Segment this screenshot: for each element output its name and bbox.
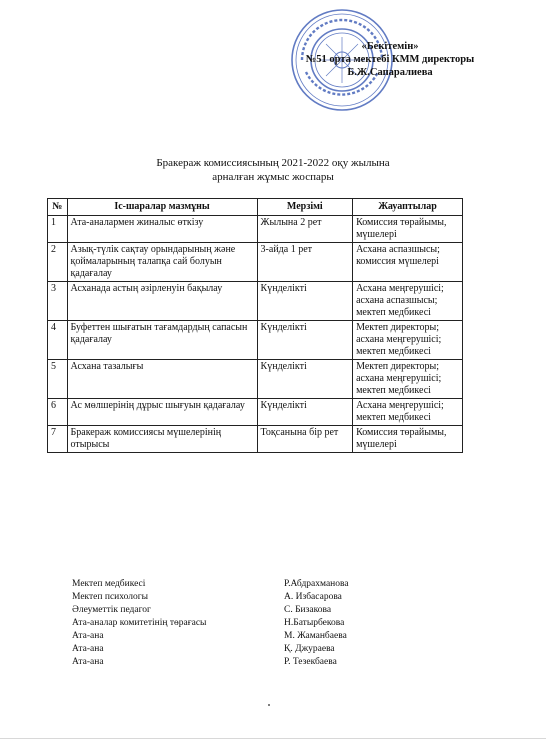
table-row [48,321,463,360]
table-header-row [48,199,463,216]
signature-name: Н.Батырбекова [284,618,345,628]
signature-role: Ата-ана [72,631,104,641]
cell-deadline: Күнделікті [257,282,353,321]
signature-role: Мектеп медбикесі [72,579,146,589]
cell-number: 4 [48,321,68,360]
cell-number: 7 [48,426,68,453]
document-title [0,156,546,184]
cell-deadline: Күнделікті [257,321,353,360]
approval-director-name: Б.Ж.Сапаралиева [347,67,433,78]
cell-activity: Буфеттен шығатын тағамдардың сапасын қадағалау [67,321,257,360]
title-line-2: арналған жұмыс жоспары [212,171,334,183]
header-deadline: Мерзімі [257,199,353,216]
signature-role: Әлеуметтік педагог [72,605,151,615]
title-line-1: Бракераж комиссиясының 2021-2022 оқу жылына [156,157,390,169]
signature-role: Ата-аналар комитетінің төрағасы [72,618,207,628]
cell-number: 6 [48,399,68,426]
signature-row [72,656,392,669]
table-row [48,282,463,321]
cell-deadline: Күнделікті [257,360,353,399]
signature-row [72,604,392,617]
cell-responsible: Комиссия төрайымы, мүшелері [353,426,463,453]
cell-responsible: Асхана меңгерушісі; асхана аспазшысы; мектеп медбикесі [353,282,463,321]
table-row [48,426,463,453]
cell-number: 3 [48,282,68,321]
signature-row [72,578,392,591]
signature-row [72,617,392,630]
work-plan-table [47,198,463,453]
table-row [48,399,463,426]
cell-responsible: Асхана аспазшысы; комиссия мүшелері [353,243,463,282]
cell-responsible: Асхана меңгерушісі; мектеп медбикесі [353,399,463,426]
scan-speck [268,704,270,706]
signature-name: Р. Тезекбаева [284,657,337,667]
cell-responsible: Мектеп директоры; асхана меңгерушісі; мектеп медбикесі [353,321,463,360]
header-activities: Іс-шаралар мазмұны [67,199,257,216]
cell-activity: Ас мөлшерінің дұрыс шығуын қадағалау [67,399,257,426]
header-number: № [48,199,68,216]
cell-deadline: Күнделікті [257,399,353,426]
signature-name: А. Избасарова [284,592,342,602]
signature-name: М. Жаманбаева [284,631,347,641]
header-responsible: Жауаптылар [353,199,463,216]
signature-name: Р.Абдрахманова [284,579,349,589]
cell-responsible: Комиссия төрайымы, мүшелері [353,216,463,243]
cell-activity: Асхана тазалығы [67,360,257,399]
cell-number: 2 [48,243,68,282]
signature-row [72,643,392,656]
cell-deadline: Тоқсанына бір рет [257,426,353,453]
cell-deadline: Жылына 2 рет [257,216,353,243]
approval-director-line: №51 орта мектебі КММ директоры [305,54,475,65]
cell-number: 5 [48,360,68,399]
cell-deadline: 3-айда 1 рет [257,243,353,282]
cell-number: 1 [48,216,68,243]
cell-responsible: Мектеп директоры; асхана меңгерушісі; мектеп медбикесі [353,360,463,399]
signatures-list [72,578,392,669]
cell-activity: Асханада астың әзірленуін бақылау [67,282,257,321]
signature-role: Мектеп психологы [72,592,149,602]
signature-row [72,591,392,604]
signature-name: С. Бизакова [284,605,332,615]
signature-row [72,630,392,643]
table-row [48,216,463,243]
table-row [48,360,463,399]
table-row [48,243,463,282]
approval-block [270,40,510,79]
approval-approve-line: «Бекітемін» [361,41,419,52]
signature-name: Қ. Джураева [284,644,335,654]
cell-activity: Бракераж комиссиясы мүшелерінің отырысы [67,426,257,453]
cell-activity: Азық-түлік сақтау орындарының және қоймаларының талапқа сай болуын қадағалау [67,243,257,282]
signature-role: Ата-ана [72,644,104,654]
cell-activity: Ата-аналармен жиналыс өткізу [67,216,257,243]
signature-role: Ата-ана [72,657,104,667]
scan-edge-line [0,738,546,739]
